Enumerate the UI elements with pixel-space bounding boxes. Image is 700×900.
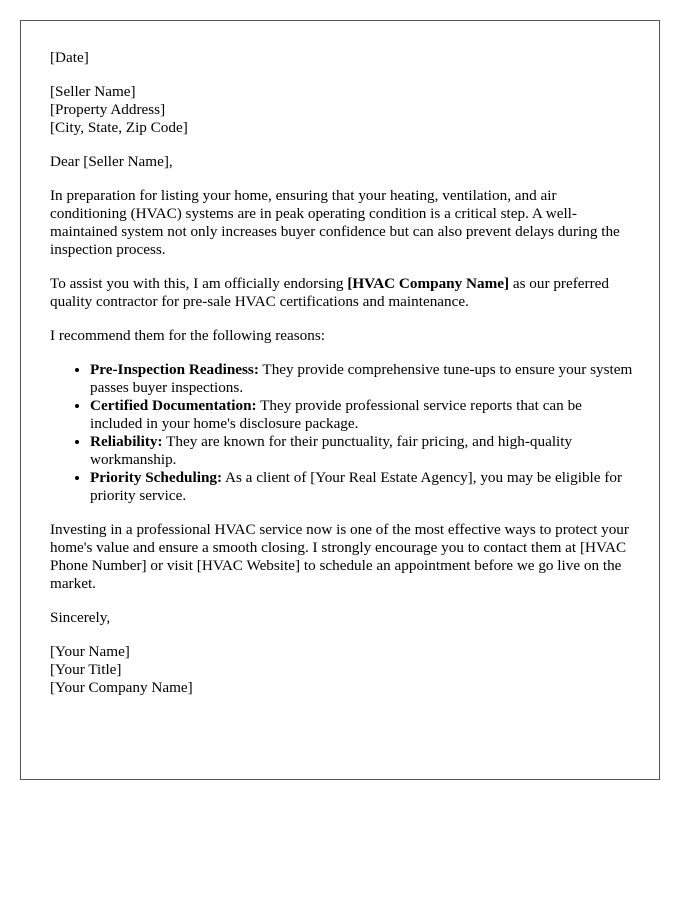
intro-paragraph: In preparation for listing your home, ensuring that your heating, ventilation, and air conditioning (HVAC) systems are in peak operating condition is a critical step. A well-maintained system not only increases buyer confidence but can also prevent delays during the inspection process. xyxy=(50,187,620,258)
salutation: Dear [Seller Name], xyxy=(50,153,173,170)
list-item xyxy=(90,433,635,469)
endorse-text-before: To assist you with this, I am officially endorsing xyxy=(50,275,348,292)
reason-title: Pre-Inspection Readiness: xyxy=(90,361,259,378)
endorse-paragraph xyxy=(50,275,635,311)
reason-title: Reliability: xyxy=(90,433,163,450)
letter-page xyxy=(20,20,660,780)
reason-title: Certified Documentation: xyxy=(90,397,257,414)
sign-off: Sincerely, xyxy=(50,609,111,626)
reason-text: They are known for their punctuality, fair pricing, and high-quality workmanship. xyxy=(90,433,573,468)
reason-title: Priority Scheduling: xyxy=(90,469,223,486)
reasons-intro: I recommend them for the following reasons: xyxy=(50,327,325,344)
signature-name: [Your Name] xyxy=(50,643,130,660)
recipient-name: [Seller Name] xyxy=(50,83,136,100)
signature-title: [Your Title] xyxy=(50,661,122,678)
closing-paragraph: Investing in a professional HVAC service now is one of the most effective ways to protect your home's value and ensure a smooth closing. I strongly encourage you to contact them at [HVAC Phone Number] or visit [HVAC Website] to schedule an appointment before we go live on the market. xyxy=(50,521,629,592)
signature-company: [Your Company Name] xyxy=(50,679,193,696)
recipient-address: [Property Address] xyxy=(50,101,166,118)
recipient-city-state-zip: [City, State, Zip Code] xyxy=(50,119,188,136)
list-item xyxy=(90,397,635,433)
reason-text: They provide comprehensive tune-ups to ensure your system passes buyer inspections. xyxy=(90,361,633,396)
endorsed-company-name: [HVAC Company Name] xyxy=(347,275,510,292)
list-item xyxy=(90,361,635,397)
recipient-block xyxy=(50,83,635,137)
endorse-text-after: as our preferred quality contractor for pre-sale HVAC certifications and maintenance. xyxy=(50,275,609,310)
list-item xyxy=(90,469,635,505)
reasons-list xyxy=(50,361,635,505)
letter-date: [Date] xyxy=(50,49,89,66)
signature-block xyxy=(50,643,635,697)
letter-body xyxy=(50,49,635,713)
reason-text: They provide professional service reports that can be included in your home's disclosure package. xyxy=(90,397,582,432)
reason-text: As a client of [Your Real Estate Agency], you may be eligible for priority service. xyxy=(90,469,623,504)
